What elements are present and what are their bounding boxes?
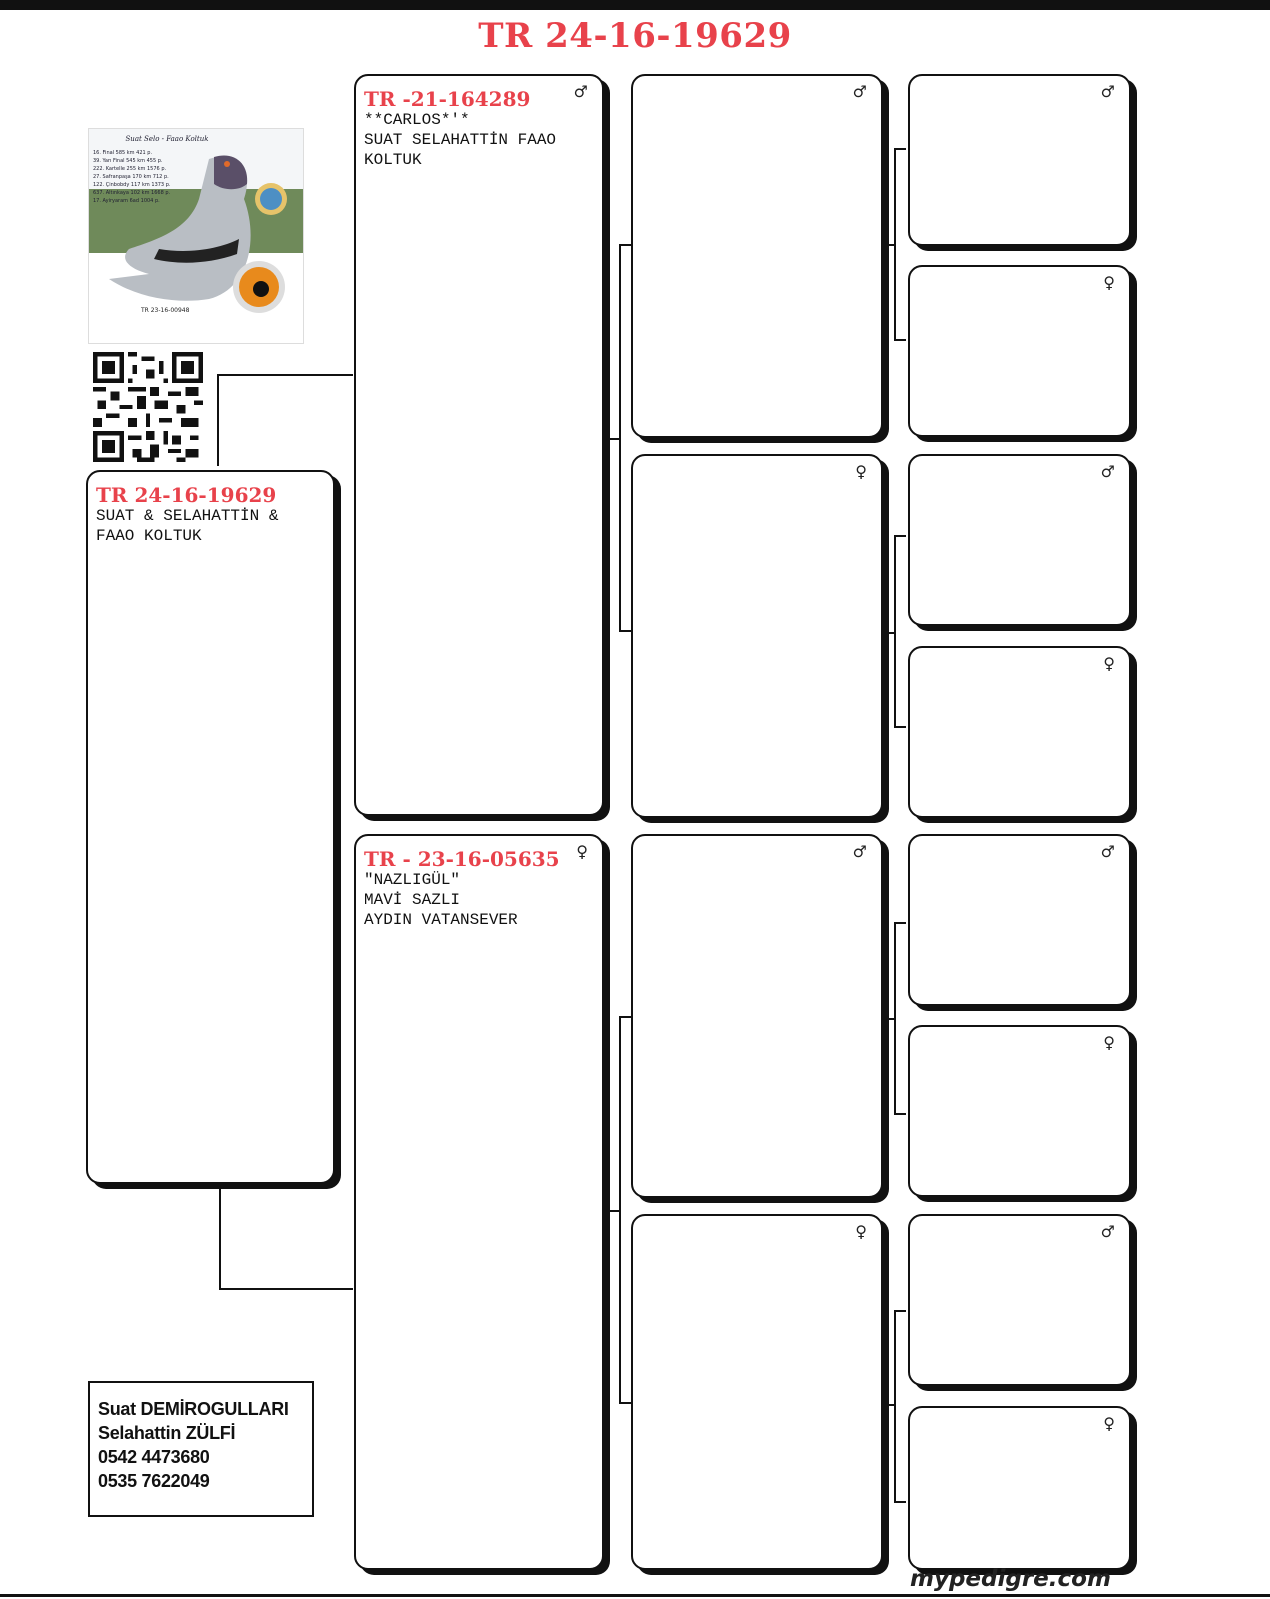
connector — [894, 148, 906, 150]
connector — [894, 1310, 906, 1312]
grandsire-paternal-card[interactable] — [631, 74, 883, 438]
granddam-paternal-card[interactable] — [631, 454, 883, 818]
connector — [619, 1016, 621, 1404]
bottom-rule — [0, 1594, 1270, 1597]
connector — [894, 726, 906, 728]
male-icon: ♂ — [1100, 1222, 1115, 1241]
photo-result: 637. Altınkaya 102 km 1668 p. — [93, 190, 171, 196]
connector — [894, 535, 906, 537]
page-title: TR 24-16-19629 — [478, 16, 792, 56]
photo-results — [93, 149, 203, 205]
qr-code — [93, 352, 203, 462]
great-grandparent-card[interactable] — [908, 1406, 1131, 1570]
male-icon: ♂ — [573, 82, 588, 101]
sire-details: **CARLOS*'* SUAT SELAHATTİN FAAO KOLTUK — [364, 111, 557, 169]
connector — [219, 1182, 221, 1290]
connector — [894, 339, 906, 341]
contact-phone-2: 0535 7622049 — [98, 1471, 210, 1491]
great-grandparent-card[interactable] — [908, 646, 1131, 818]
great-grandparent-card[interactable] — [908, 74, 1131, 246]
connector — [217, 374, 219, 466]
great-grandparent-card[interactable] — [908, 834, 1131, 1006]
male-icon: ♂ — [852, 82, 867, 101]
male-icon: ♂ — [1100, 842, 1115, 861]
female-icon: ♀ — [855, 462, 867, 481]
photo-result: 17. Ayiryaram 6ad 1004 p. — [93, 198, 160, 204]
photo-result: 39. Yarı Final 545 km 455 p. — [93, 158, 163, 164]
dam-details: "NAZLIGÜL" MAVİ SAZLI AYDIN VATANSEVER — [364, 871, 518, 929]
female-icon: ♀ — [1103, 1033, 1115, 1052]
connector — [619, 244, 631, 246]
female-icon: ♀ — [1103, 273, 1115, 292]
photo-result: 122. Çinbobdy 117 km 1373 p. — [93, 182, 171, 188]
male-icon: ♂ — [1100, 462, 1115, 481]
connector — [894, 922, 906, 924]
photo-result: 16. Final 585 km 421 p. — [93, 150, 153, 156]
connector — [894, 922, 896, 1115]
great-grandparent-card[interactable] — [908, 1025, 1131, 1197]
connector — [619, 1016, 631, 1018]
grandsire-maternal-card[interactable] — [631, 834, 883, 1198]
female-icon: ♀ — [855, 1222, 867, 1241]
male-icon: ♂ — [1100, 82, 1115, 101]
granddam-maternal-card[interactable] — [631, 1214, 883, 1570]
connector — [219, 1288, 353, 1290]
photo-header: Suat Selo - Faao Koltuk — [125, 135, 209, 143]
photo-result: 27. Safranpaşa 170 km 712 p. — [93, 174, 169, 180]
subject-details: SUAT & SELAHATTİN & FAAO KOLTUK — [96, 507, 279, 545]
connector — [619, 1402, 631, 1404]
connector — [619, 630, 631, 632]
contact-name-2: Selahattin ZÜLFİ — [98, 1423, 236, 1443]
dam-ring: TR - 23-16-05635 — [364, 847, 560, 871]
photo-result: 222. Kartelle 255 km 1576 p. — [93, 166, 167, 172]
connector — [894, 1501, 906, 1503]
female-icon: ♀ — [1103, 1414, 1115, 1433]
male-icon: ♂ — [852, 842, 867, 861]
connector — [894, 148, 896, 341]
sire-card[interactable] — [354, 74, 604, 816]
connector — [894, 1310, 896, 1503]
sire-ring: TR -21-164289 — [364, 87, 531, 111]
contact-box — [88, 1381, 314, 1517]
photo-ring: TR 23-16-00948 — [141, 307, 190, 314]
connector — [894, 1113, 906, 1115]
top-bar — [0, 0, 1270, 10]
great-grandparent-card[interactable] — [908, 1214, 1131, 1386]
great-grandparent-card[interactable] — [908, 454, 1131, 626]
female-icon: ♀ — [576, 842, 588, 861]
subject-ring: TR 24-16-19629 — [96, 483, 277, 507]
pigeon-photo — [88, 128, 304, 344]
female-icon: ♀ — [1103, 654, 1115, 673]
connector — [217, 374, 353, 376]
connector — [894, 535, 896, 728]
subject-card[interactable] — [86, 470, 335, 1184]
great-grandparent-card[interactable] — [908, 265, 1131, 437]
contact-phone-1: 0542 4473680 — [98, 1447, 210, 1467]
contact-name-1: Suat DEMİROGULLARI — [98, 1399, 289, 1419]
connector — [619, 244, 621, 632]
footer-site-link[interactable]: mypedigre.com — [910, 1566, 1111, 1592]
dam-card[interactable] — [354, 834, 604, 1570]
